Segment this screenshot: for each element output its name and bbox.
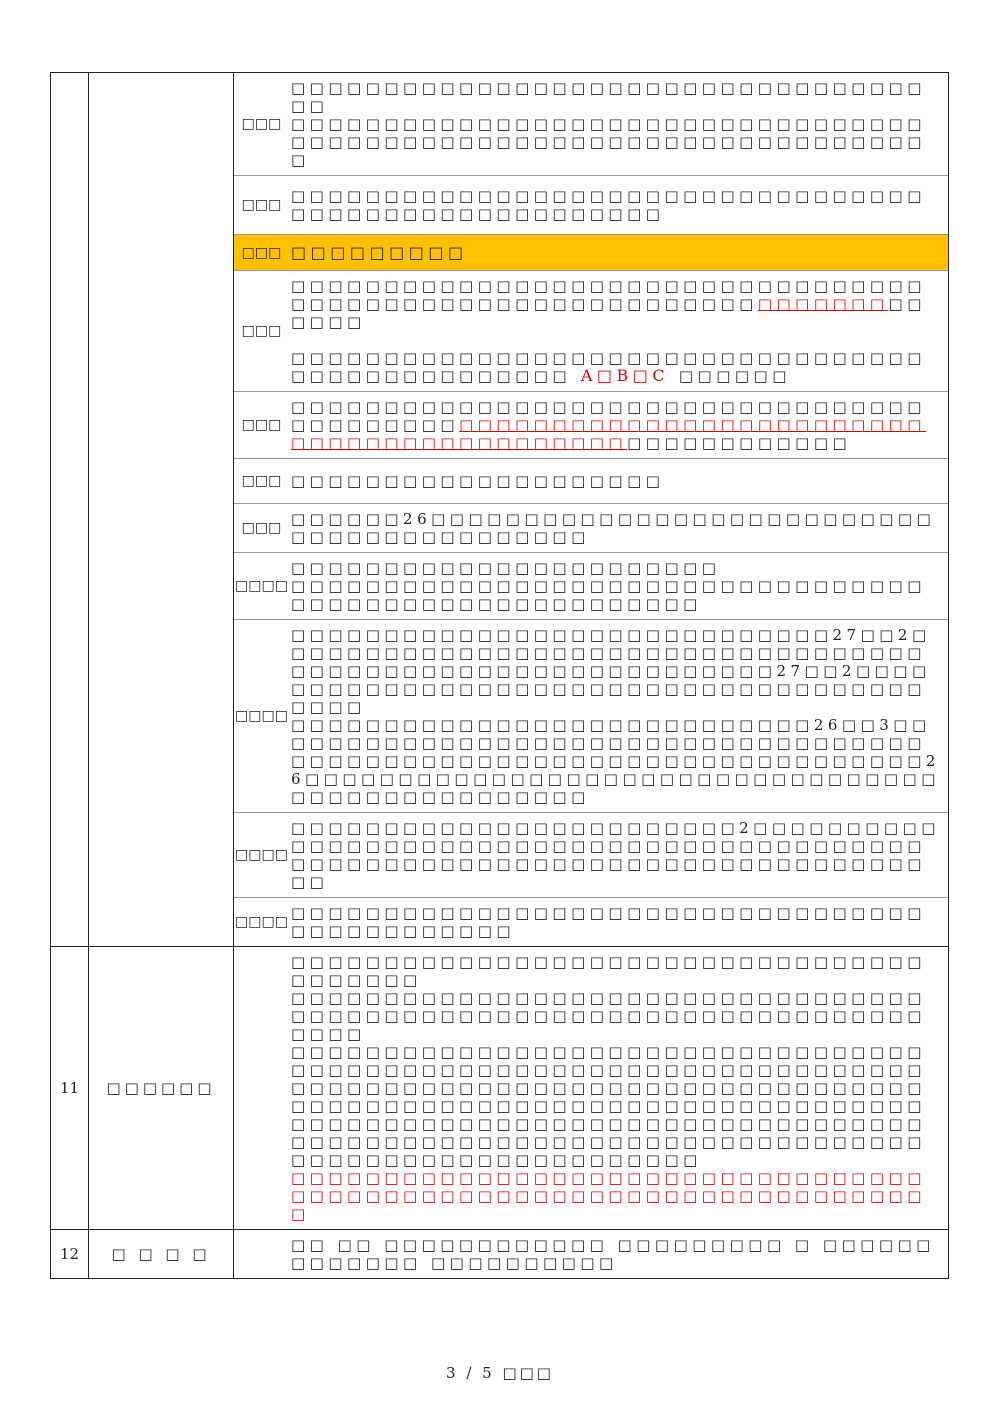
document-table bbox=[50, 72, 949, 1279]
row-name-cell: □□□□□□ bbox=[89, 947, 234, 1230]
sub-item-label: □□□ bbox=[234, 392, 289, 459]
sub-item-text bbox=[289, 271, 948, 392]
row-name-cell bbox=[89, 73, 234, 947]
bold-paragraph bbox=[291, 349, 940, 385]
text-line: □□□□□□□□□□□□□□□□□□□□□□□□□□□□□□□□□□□□□□□□□ bbox=[291, 953, 926, 989]
sub-item-text: □□□□□□□□□□□□□□□□□□□□□□□□□□□□□□□□□□□□□□□□□□□□□□ bbox=[291, 904, 926, 940]
sub-item-row-highlighted bbox=[234, 235, 948, 271]
sub-item-text bbox=[289, 553, 948, 620]
sub-item-text bbox=[289, 620, 948, 813]
sub-item-label: □□□ bbox=[234, 271, 289, 392]
sub-item-row bbox=[234, 459, 948, 504]
page-footer: 3 / 5 □□□ bbox=[446, 1364, 554, 1382]
text-segment: □□□□□□□□□□□□□□□□□□□□□□□□□□□□□□□□□□□□□□□□□□□ bbox=[291, 398, 926, 434]
red-underlined-text: □□□□□□□□□□□□□□□□□□□□□□□□□□□□□□□□□□□□□□□□□□□ bbox=[291, 416, 926, 452]
row-number-cell: 11 bbox=[51, 947, 89, 1230]
sub-item-label: □□□ bbox=[234, 459, 289, 504]
table-row bbox=[51, 947, 949, 1230]
text-line: □□□□□□□□□□□□□□□□□□□□□□□□□□□□□□□□□□□□□□□□□□□□□□□□□□□□□□□□□□□□□□□□□□□□□□□□□□□□□□□□□□□□□□□□□□□□□□□□□□□□□□□□□□□□□□□□□□□□□□□□□□□□□□□□□□□□□□□□□□□□□□□□□□□□□□□□□□□□□□□□□□□□□□□□□□□□□□□□□□□□□□□□□□□□□□□□□□□□□□□□□□□□□□□□□□□□□□□□□□□□□□□□□□ bbox=[291, 1043, 926, 1169]
row-content-cell: □□ □□ □□□□□□□□□□□□ □□□□□□□□□ □ □□□□□□□□□□□□□ □□□□□□□□□□ bbox=[234, 1230, 949, 1279]
red-underlined-text: □□□□□□□ bbox=[757, 295, 889, 313]
sub-item-text bbox=[289, 73, 948, 176]
row-number-cell: 12 bbox=[51, 1230, 89, 1279]
sub-item-row bbox=[234, 271, 948, 392]
sub-item-text: □□□□□□□□□□□□□□□□□□□□□□□□□□□□□□□□□□□□□□□□□□□□□□□□□□□□□□ bbox=[289, 176, 948, 235]
sub-item-row bbox=[234, 392, 948, 459]
table-row bbox=[51, 1230, 949, 1279]
sub-item-text bbox=[289, 392, 948, 459]
row-number-cell bbox=[51, 73, 89, 947]
text-segment: □□□□□□□□□□□□□□□□□□□□□□□□□□□□□□□□□□□□□□□□□□□□□□□□□□□□□□□□□□□ bbox=[291, 277, 926, 313]
red-note-text: □□□□□□□□□□□□□□□□□□□□□□□□□□□□□□□□□□□□□□□□□□□□□□□□□□□□□□□□□□□□□□□□□□□□□ bbox=[291, 1169, 926, 1223]
sub-item-row bbox=[234, 176, 948, 235]
row-name-cell: □ □ □ □ bbox=[89, 1230, 234, 1279]
sub-item-label: □□□ bbox=[234, 176, 289, 235]
sub-item-text: □□□□□□□□□ bbox=[289, 235, 948, 271]
text-line: □□□□□□□□□□□□□□□□□□□□□□□ bbox=[291, 559, 721, 577]
sub-item-row bbox=[234, 620, 948, 813]
sub-item-label: □□□□ bbox=[235, 914, 288, 930]
red-text: A□B□C bbox=[580, 366, 670, 385]
text-line: □□□□□□□□□□□□□□□□□□□□□□□□□□□□□□□□□□□□□□□□□□□□□□□□□□□□□□□□□□□□□□□□□□□□□□□□ bbox=[291, 989, 926, 1043]
text-segment: □□□□□□ bbox=[291, 295, 926, 331]
sub-item-text: □□□□□□□□□□□□□□□□□□□□ bbox=[289, 459, 948, 504]
sub-item-label: □□□ bbox=[234, 504, 289, 553]
text-line: □□□□□□□□□□□□□□□□□□□□□□□□□□□□□□□□□□□□□□□□□□□□□□□□□□□□□□□□ bbox=[291, 577, 926, 613]
sub-item-label: □□□ bbox=[234, 235, 289, 271]
text-segment: □□□□□□ bbox=[678, 367, 791, 385]
sub-item-label: □□□□ bbox=[234, 620, 289, 813]
text-line bbox=[291, 277, 940, 331]
text-line: □□□□□□□□□□□□□□□□□□□□□□□□□□□□□27□□2□□□□□□□□□□□□□□□□□□□□□□□□□□□□□□□□□□□□□□□□□□□□□□□□□□□□□□□□□□□□□27□□2□□□□□□□□□□□□□□□□□□□□□□□□□□□□□□□□□□□□□□□□□□ bbox=[291, 626, 931, 716]
sub-item-row bbox=[234, 553, 948, 620]
sub-item-row bbox=[234, 504, 948, 553]
text-segment: □□□□□□□□□□□□□□□□□□□□□□□□□□□□□□□□□□□□□□□□□□□□□□□□□ bbox=[291, 349, 926, 385]
sub-item-label: □□□□ bbox=[234, 553, 289, 620]
sub-item-label: □□□□ bbox=[234, 813, 289, 898]
sub-item-text: □□□□□□□□□□□□□□□□□□□□□□□□2□□□□□□□□□□□□□□□□□□□□□□□□□□□□□□□□□□□□□□□□□□□□□□□□□□□□□□□□□□□□□□□□□□□□□□□□□□□□□□□□ bbox=[289, 813, 948, 898]
text-line: □□□□□□□□□□□□□□□□□□□□□□□□□□□□□□□□□□□□□□□□□□□□□□□□□□□□□□□□□□□□□□□□□□□□□ bbox=[291, 115, 926, 169]
sub-item-row bbox=[234, 73, 948, 176]
sub-item-text: □□□□□□26□□□□□□□□□□□□□□□□□□□□□□□□□□□□□□□□□□□□□□□□□□□ bbox=[289, 504, 948, 553]
table-row bbox=[51, 73, 949, 947]
sub-item-table bbox=[234, 73, 948, 946]
text-segment: □□□□□□□□□□□□ bbox=[627, 434, 852, 452]
text-line: □□□□□□□□□□□□□□□□□□□□□□□□□□□□□□□□□□□□ bbox=[291, 79, 926, 115]
row-content-cell bbox=[234, 947, 949, 1230]
sub-item-row bbox=[234, 898, 948, 947]
sub-item-row bbox=[234, 813, 948, 898]
text-line: □□□□□□□□□□□□□□□□□□□□□□□□□□□□26□□3□□□□□□□□□□□□□□□□□□□□□□□□□□□□□□□□□□□□□□□□□□□□□□□□□□□□□□□□□□□□□□□□□□□□□□26□□□□□□□□□□□□□□□□□□□□□□□□□□□□□□□□□□□□□□□□□□□□□□□□□□ bbox=[291, 716, 940, 806]
sub-item-label: □□□ bbox=[234, 73, 289, 176]
row-content-cell bbox=[234, 73, 949, 947]
